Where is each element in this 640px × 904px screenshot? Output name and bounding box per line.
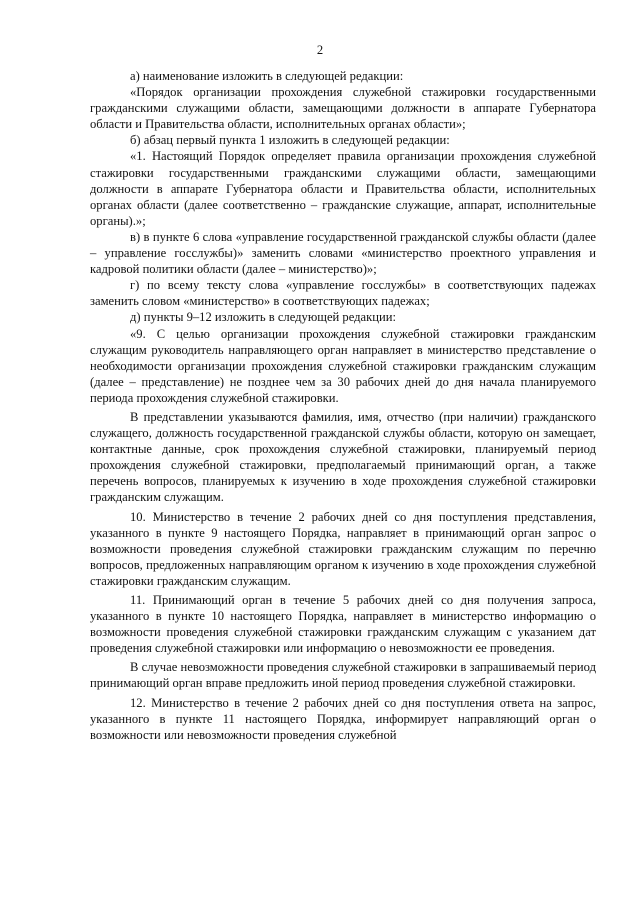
paragraph-item-12: 12. Министерство в течение 2 рабочих дней со дня поступления ответа на запрос, указанного в пункте 11 настоящего Порядка, информирует направляющий орган о возможности или невозможности проведения служебной (90, 695, 596, 742)
paragraph-item-11: 11. Принимающий орган в течение 5 рабочих дней со дня получения запроса, указанного в пункте 10 настоящего Порядка, направляет в министерство информацию о возможности проведения служебной стажировки гражданским служащим с указанием дат проведения служебной стажировки или информацию о невозможности ее проведения. (90, 593, 596, 656)
paragraph-v: в) в пункте 6 слова «управление государственной гражданской службы области (далее – управление госслужбы)» заменить словами «министерство проектного управления и кадровой политики области (далее – министерство)»; (90, 229, 596, 277)
paragraph-d: д) пункты 9–12 изложить в следующей редакции: (130, 310, 396, 325)
paragraph-g: г) по всему тексту слова «управление госслужбы» в соответствующих падежах заменить словом «министерство» в соответствующих падежах; (90, 278, 596, 309)
paragraph-a: а) наименование изложить в следующей редакции: (130, 69, 404, 83)
page-number: 2 (316, 43, 324, 57)
paragraph-b: б) абзац первый пункта 1 изложить в следующей редакции: (130, 133, 450, 148)
paragraph-title-quote: «Порядок организации прохождения служебной стажировки государственными гражданскими служащими области, замещающими должности в аппарате Губернатора области и Правительства области, исполнительных органах области»; (90, 85, 596, 132)
paragraph-item-9-details: В представлении указываются фамилия, имя, отчество (при наличии) гражданского служащего, должность государственной гражданской службы области, которую он замещает, контактные данные, срок прохождения служебной стажировки, планируемый период прохождения служебной стажировки, предполагаемый принимающий орган, а также перечень вопросов, планируемых к изучению в ходе прохождения служебной стажировки гражданским служащим. (90, 409, 596, 505)
paragraph-item-11-alternative: В случае невозможности проведения служебной стажировки в запрашиваемый период принимающий орган вправе предложить иной период проведения служебной стажировки. (90, 660, 596, 691)
paragraph-item-10: 10. Министерство в течение 2 рабочих дней со дня поступления представления, указанного в пункте 9 настоящего Порядка, направляет в принимающий орган запрос о возможности проведения служебной стажировки гражданским служащим по перечню вопросов, предложенных направляющим органом к изучению в ходе прохождения служебной стажировки гражданским служащим. (90, 509, 596, 588)
paragraph-item-1: «1. Настоящий Порядок определяет правила организации прохождения служебной стажировки государственными гражданскими служащими области, замещающими должности в аппарате Губернатора области и Правительства области, исполнительных органах области (далее соответственно – гражданские служащие, аппарат, исполнительные органы).»; (90, 149, 596, 228)
paragraph-item-9: «9. С целью организации прохождения служебной стажировки гражданским служащим руководитель направляющего орган направляет в министерство представление о необходимости организации прохождения служебной стажировки гражданским служащим (далее – представление) не позднее чем за 30 рабочих дней до дня начала планируемого периода прохождения служебной стажировки. (90, 326, 596, 405)
document-body (90, 68, 596, 743)
